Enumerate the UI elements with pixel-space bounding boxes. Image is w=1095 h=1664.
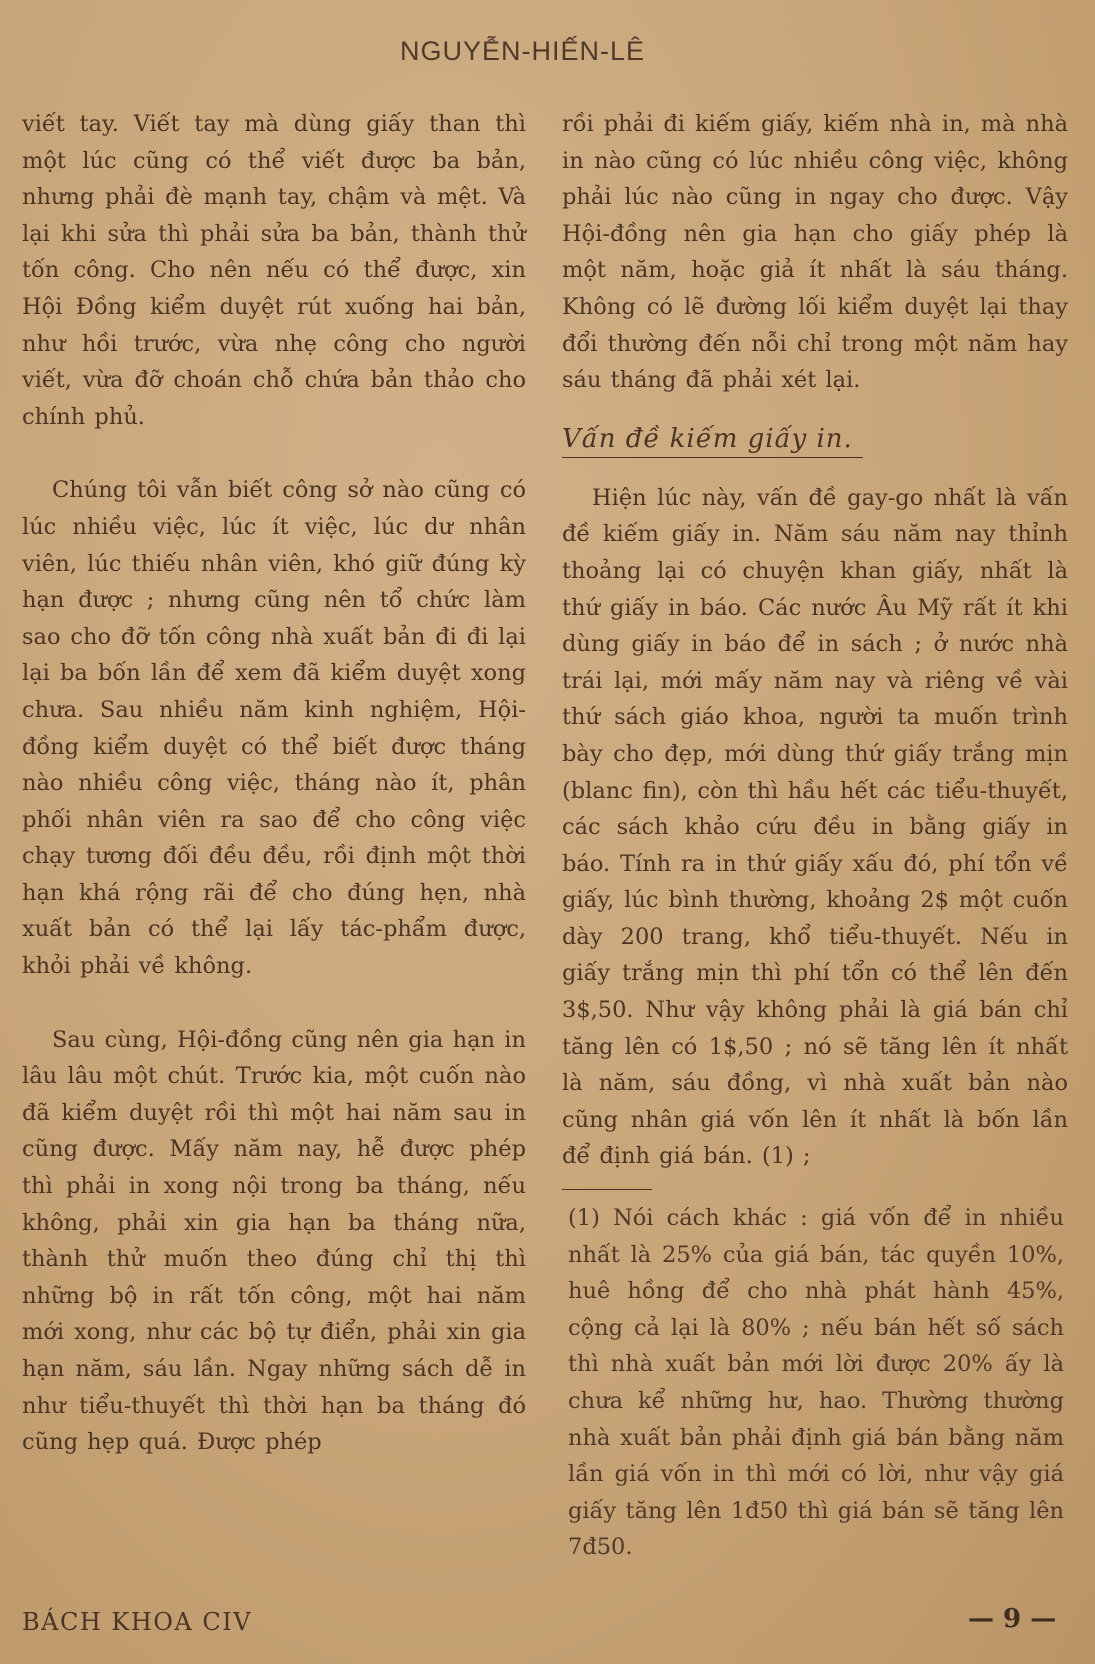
left-paragraph-3: Sau cùng, Hội-đồng cũng nên gia hạn in lâu lâu một chút. Trước kia, một cuốn nào đã kiểm duyệt rồi thì một hai năm sau in cũng được. Mấy năm nay, hễ được phép thì phải in xong nội trong ba tháng, nếu không, phải xin gia hạn ba tháng nữa, thành thử muốn theo đúng chỉ thị thì những bộ in rất tốn công, một hai năm mới xong, như các bộ tự điển, phải xin gia hạn năm, sáu lần. Ngay những sách dễ in như tiểu-thuyết thì thời hạn ba tháng đó cũng hẹp quá. Được phép — [22, 1026, 526, 1456]
right-column — [562, 106, 1068, 1566]
journal-footer: BÁCH KHOA CIV — [22, 1608, 253, 1636]
footnote-rule — [562, 1189, 652, 1190]
paragraph-gap — [22, 435, 526, 472]
footnote: (1) Nói cách khác : giá vốn để in nhiều nhất là 25% của giá bán, tác quyền 10%, huê hồng để cho nhà phát hành 45%, cộng cả lại là 80% ; nếu bán hết số sách thì nhà xuất bản mới lời được 20% ấy là chưa kể những hư, hao. Thường thường nhà xuất bản phải định giá bán bằng năm lần giá vốn in thì mới có lời, như vậy giá giấy tăng lên 1đ50 thì giá bán sẽ tăng lên 7đ50. — [568, 1205, 1064, 1561]
left-column — [22, 106, 526, 1461]
section-heading: Vấn đề kiếm giấy in. — [562, 421, 863, 458]
right-paragraph-1: rồi phải đi kiếm giấy, kiếm nhà in, mà nhà in nào cũng có lúc nhiều công việc, không phải lúc nào cũng in ngay cho được. Vậy Hội-đồng nên gia hạn cho giấy phép là một năm, hoặc giả ít nhất là sáu tháng. Không có lẽ đường lối kiểm duyệt lại thay đổi thường đến nỗi chỉ trong một năm hay sáu tháng đã phải xét lại. — [562, 111, 1068, 394]
paragraph-gap — [22, 985, 526, 1022]
right-paragraph-2: Hiện lúc này, vấn đề gay-go nhất là vấn đề kiếm giấy in. Năm sáu năm nay thỉnh thoảng lại có chuyện khan giấy, nhất là thứ giấy in báo. Các nước Âu Mỹ rất ít khi dùng giấy in báo để in sách ; ở nước nhà trái lại, mới mấy năm nay và riêng về vài thứ sách giáo khoa, người ta muốn trình bày cho đẹp, mới dùng thứ giấy trắng mịn (blanc fin), còn thì hầu hết các tiểu-thuyết, các sách khảo cứu đều in bằng giấy in báo. Tính ra in thứ giấy xấu đó, phí tổn về giấy, lúc bình thường, khoảng 2$ một cuốn dày 200 trang, khổ tiểu-thuyết. Nếu in giấy trắng mịn thì phí tổn có thể lên đến 3$,50. Như vậy không phải là giá bán chỉ tăng lên có 1$,50 ; nó sẽ tăng lên ít nhất là năm, sáu đồng, vì nhà xuất bản nào cũng nhân giá vốn lên ít nhất là bốn lần để định giá bán. (1) ; — [562, 484, 1068, 1170]
left-paragraph-1: viết tay. Viết tay mà dùng giấy than thì một lúc cũng có thể viết được ba bản, nhưng phải đè mạnh tay, chậm và mệt. Và lại khi sửa thì phải sửa ba bản, thành thử tốn công. Cho nên nếu có thể được, xin Hội Đồng kiểm duyệt rút xuống hai bản, như hồi trước, vừa nhẹ công cho người viết, vừa đỡ choán chỗ chứa bản thảo cho chính phủ. — [22, 111, 526, 430]
left-paragraph-2: Chúng tôi vẫn biết công sở nào cũng có lúc nhiều việc, lúc ít việc, lúc dư nhân viên, lúc thiếu nhân viên, khó giữ đúng kỳ hạn được ; nhưng cũng nên tổ chức làm sao cho đỡ tốn công nhà xuất bản đi đi lại lại ba bốn lần để xem đã kiểm duyệt xong chưa. Sau nhiều năm kinh nghiệm, Hội-đồng kiểm duyệt có thể biết được tháng nào nhiều công việc, tháng nào ít, phân phối nhân viên ra sao để cho công việc chạy tương đối đều đều, rồi định một thời hạn khá rộng rãi để cho đúng hẹn, nhà xuất bản có thể lại lấy tác-phẩm được, khỏi phải về không. — [22, 477, 526, 980]
page-number: — 9 — — [968, 1604, 1057, 1634]
running-title: NGUYỄN-HIẾN-LÊ — [400, 36, 646, 66]
